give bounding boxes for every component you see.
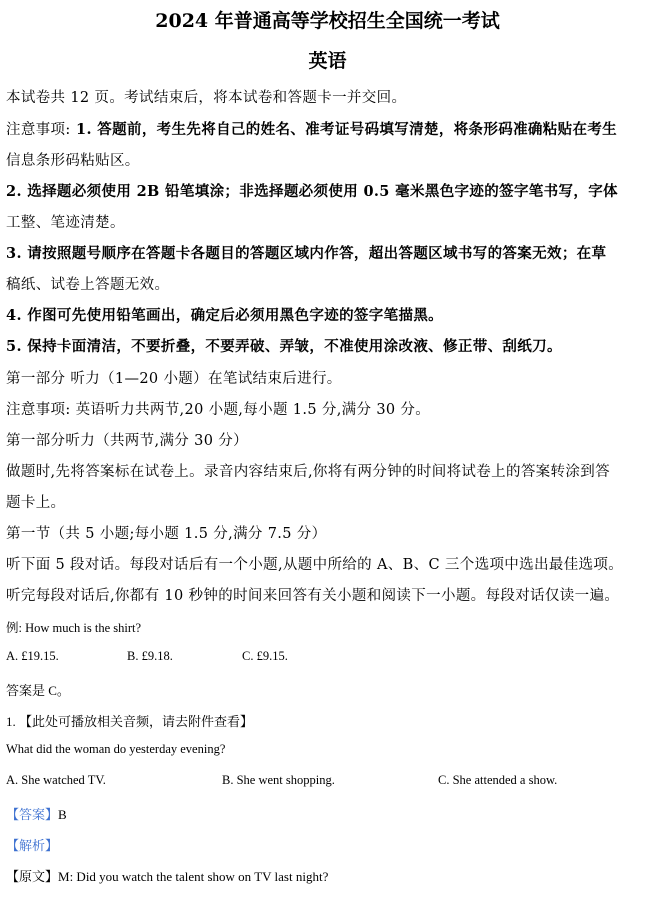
example-answer: 答案是 C。: [6, 683, 70, 698]
transcript-label: 【原文】: [6, 869, 59, 884]
question-1-header: [6, 711, 253, 730]
subject-title: 英语: [308, 50, 347, 72]
note-item-1b: 信息条形码粘贴区。: [6, 153, 140, 169]
analysis-label: 【解析】: [6, 838, 59, 853]
question-1-text: What did the woman do yesterday evening?: [6, 742, 226, 756]
notes-heading: 注意事项:: [6, 122, 71, 138]
question-1-option-a: A. She watched TV.: [6, 773, 106, 787]
exam-title: 2024 年普通高等学校招生全国统一考试: [155, 10, 500, 32]
note-item-2b: 工整、笔迹清楚。: [6, 215, 125, 231]
example-question: 例: How much is the shirt?: [6, 621, 142, 635]
section1-instruction-b: 听完每段对话后,你都有 10 秒钟的时间来回答有关小题和阅读下一小题。每段对话仅读一遍。: [6, 588, 620, 604]
question-1-transcript: [6, 866, 328, 885]
part1-line: 第一部分 听力（1—20 小题）在笔试结束后进行。: [6, 371, 342, 387]
note-item-2a: 2. 选择题必须使用 2B 铅笔填涂；非选择题必须使用 0.5 毫米黑色字迹的签字笔书写，字体: [6, 183, 618, 200]
example-option-b: B. £9.18.: [127, 649, 173, 663]
part1-note: 注意事项: 英语听力共两节,20 小题,每小题 1.5 分,满分 30 分。: [6, 402, 431, 418]
section1-heading: 第一节（共 5 小题;每小题 1.5 分,满分 7.5 分）: [6, 526, 327, 542]
note-item-5: 5. 保持卡面清洁，不要折叠，不要弄破、弄皱，不准使用涂改液、修正带、刮纸刀。: [6, 338, 562, 355]
notes-line-1: [6, 118, 617, 139]
note-item-3b: 稿纸、试卷上答题无效。: [6, 277, 170, 293]
question-1-answer: [6, 804, 67, 823]
note-item-1a: 1. 答题前，考生先将自己的姓名、准考证号码填写清楚，将条形码准确粘贴在考生: [70, 121, 618, 138]
note-item-3a: 3. 请按照题号顺序在答题卡各题目的答题区域内作答，超出答题区域书写的答案无效；在草: [6, 245, 607, 262]
audio-note: 【此处可播放相关音频，请去附件查看】: [19, 714, 254, 729]
intro-text: 本试卷共 12 页。考试结束后，将本试卷和答题卡一并交回。: [6, 90, 407, 106]
answer-label: 【答案】: [6, 807, 59, 822]
question-1-option-c: C. She attended a show.: [438, 773, 558, 787]
part1-heading: 第一部分听力（共两节,满分 30 分）: [6, 433, 248, 449]
part1-instruction-b: 题卡上。: [6, 495, 66, 511]
part1-instruction-a: 做题时,先将答案标在试卷上。录音内容结束后,你将有两分钟的时间将试卷上的答案转涂到答: [6, 464, 610, 480]
question-1-number: 1.: [6, 714, 16, 729]
example-option-c: C. £9.15.: [242, 649, 288, 663]
example-option-a: A. £19.15.: [6, 649, 59, 663]
section1-instruction-a: 听下面 5 段对话。每段对话后有一个小题,从题中所给的 A、B、C 三个选项中选出最佳选项。: [6, 557, 624, 573]
answer-value: B: [58, 807, 67, 822]
question-1-option-b: B. She went shopping.: [222, 773, 335, 787]
transcript-text: M: Did you watch the talent show on TV last night?: [58, 869, 329, 884]
note-item-4: 4. 作图可先使用铅笔画出，确定后必须用黑色字迹的签字笔描黑。: [6, 307, 444, 324]
